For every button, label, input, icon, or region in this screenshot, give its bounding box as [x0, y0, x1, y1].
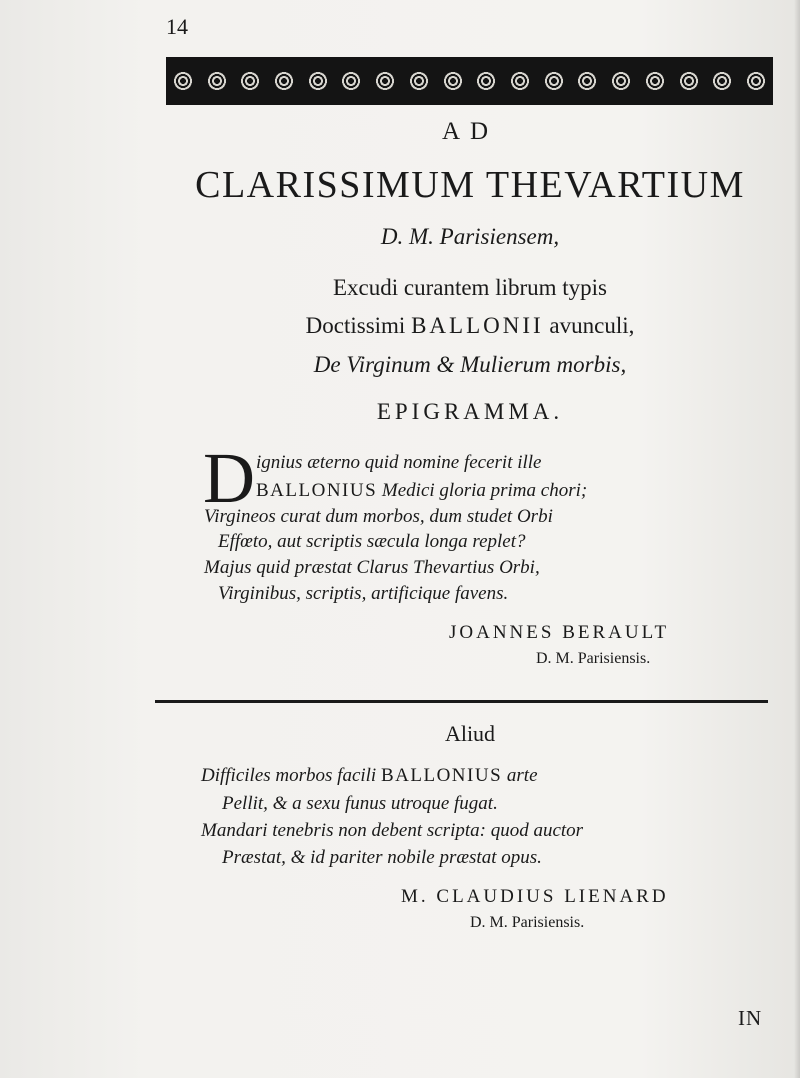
page-edge-shadow: [794, 0, 800, 1078]
flower-ornament-icon: [676, 68, 702, 94]
dedication-ad: AD: [441, 118, 499, 145]
author-lienard-title: D. M. Parisiensis.: [470, 914, 585, 931]
ballonius-name: BALLONIUS: [256, 480, 378, 501]
drop-cap: D: [203, 438, 255, 518]
verse-line-3: Virgineos curat dum morbos, dum studet Orbi: [204, 506, 553, 527]
dedication-line-3: De Virginum & Mulierum morbis,: [313, 352, 627, 377]
section-divider: [155, 700, 768, 703]
aliud-line-3: Mandari tenebris non debent scripta: quod auctor: [201, 820, 584, 841]
epigramma-heading: EPIGRAMMA.: [376, 399, 564, 424]
flower-ornament-icon: [642, 68, 668, 94]
aliud-line-1: [201, 765, 538, 787]
verse-line-2: [256, 480, 587, 502]
flower-ornament-icon: [709, 68, 735, 94]
aliud-line-1-post: arte: [502, 765, 538, 786]
dedication-line-2-pre: Doctissimi: [305, 313, 412, 338]
page-number: 14: [166, 14, 188, 39]
verse-line-1: ignius æterno quid nomine fecerit ille: [256, 452, 542, 473]
flower-ornament-icon: [271, 68, 297, 94]
author-berault: JOANNES BERAULT: [449, 622, 670, 643]
verse-line-2-rest: Medici gloria prima chori;: [377, 480, 588, 501]
flower-ornament-icon: [204, 68, 230, 94]
addressee-name: CLARISSIMUM THEVARTIUM: [195, 164, 745, 206]
flower-ornament-icon: [305, 68, 331, 94]
flower-ornament-icon: [608, 68, 634, 94]
flower-ornament-icon: [372, 68, 398, 94]
flower-ornament-icon: [237, 68, 263, 94]
dedication-line-2: [160, 313, 780, 339]
addressee-title: D. M. Parisiensem,: [380, 224, 560, 249]
verse-line-4: Effœto, aut scriptis sæcula longa replet?: [218, 531, 526, 552]
ballonius-name: BALLONIUS: [380, 765, 503, 786]
aliud-heading: Aliud: [444, 721, 496, 746]
aliud-line-2: Pellit, & a sexu funus utroque fugat.: [222, 793, 498, 814]
dedication-line-1: Excudi curantem librum typis: [332, 275, 608, 300]
flower-ornament-icon: [170, 68, 196, 94]
catchword: IN: [738, 1006, 763, 1030]
verse-line-6: Virginibus, scriptis, artificique favens.: [218, 583, 509, 604]
flower-ornament-icon: [743, 68, 769, 94]
author-berault-title: D. M. Parisiensis.: [536, 650, 651, 667]
flower-ornament-icon: [440, 68, 466, 94]
flower-ornament-icon: [473, 68, 499, 94]
verse-line-5: Majus quid præstat Clarus Thevartius Orbi,: [204, 557, 540, 578]
flower-ornament-icon: [406, 68, 432, 94]
flower-ornament-icon: [541, 68, 567, 94]
flower-ornament-icon: [338, 68, 364, 94]
aliud-line-4: Præstat, & id pariter nobile præstat opus.: [222, 847, 542, 868]
ballonius-name: BALLONII: [411, 313, 544, 338]
flower-ornament-icon: [507, 68, 533, 94]
flower-ornament-icon: [574, 68, 600, 94]
dedication-line-2-post: avunculi,: [543, 313, 635, 338]
aliud-line-1-pre: Difficiles morbos facili: [201, 765, 381, 786]
author-lienard: M. CLAUDIUS LIENARD: [401, 886, 669, 907]
headpiece-ornament: [166, 57, 773, 105]
